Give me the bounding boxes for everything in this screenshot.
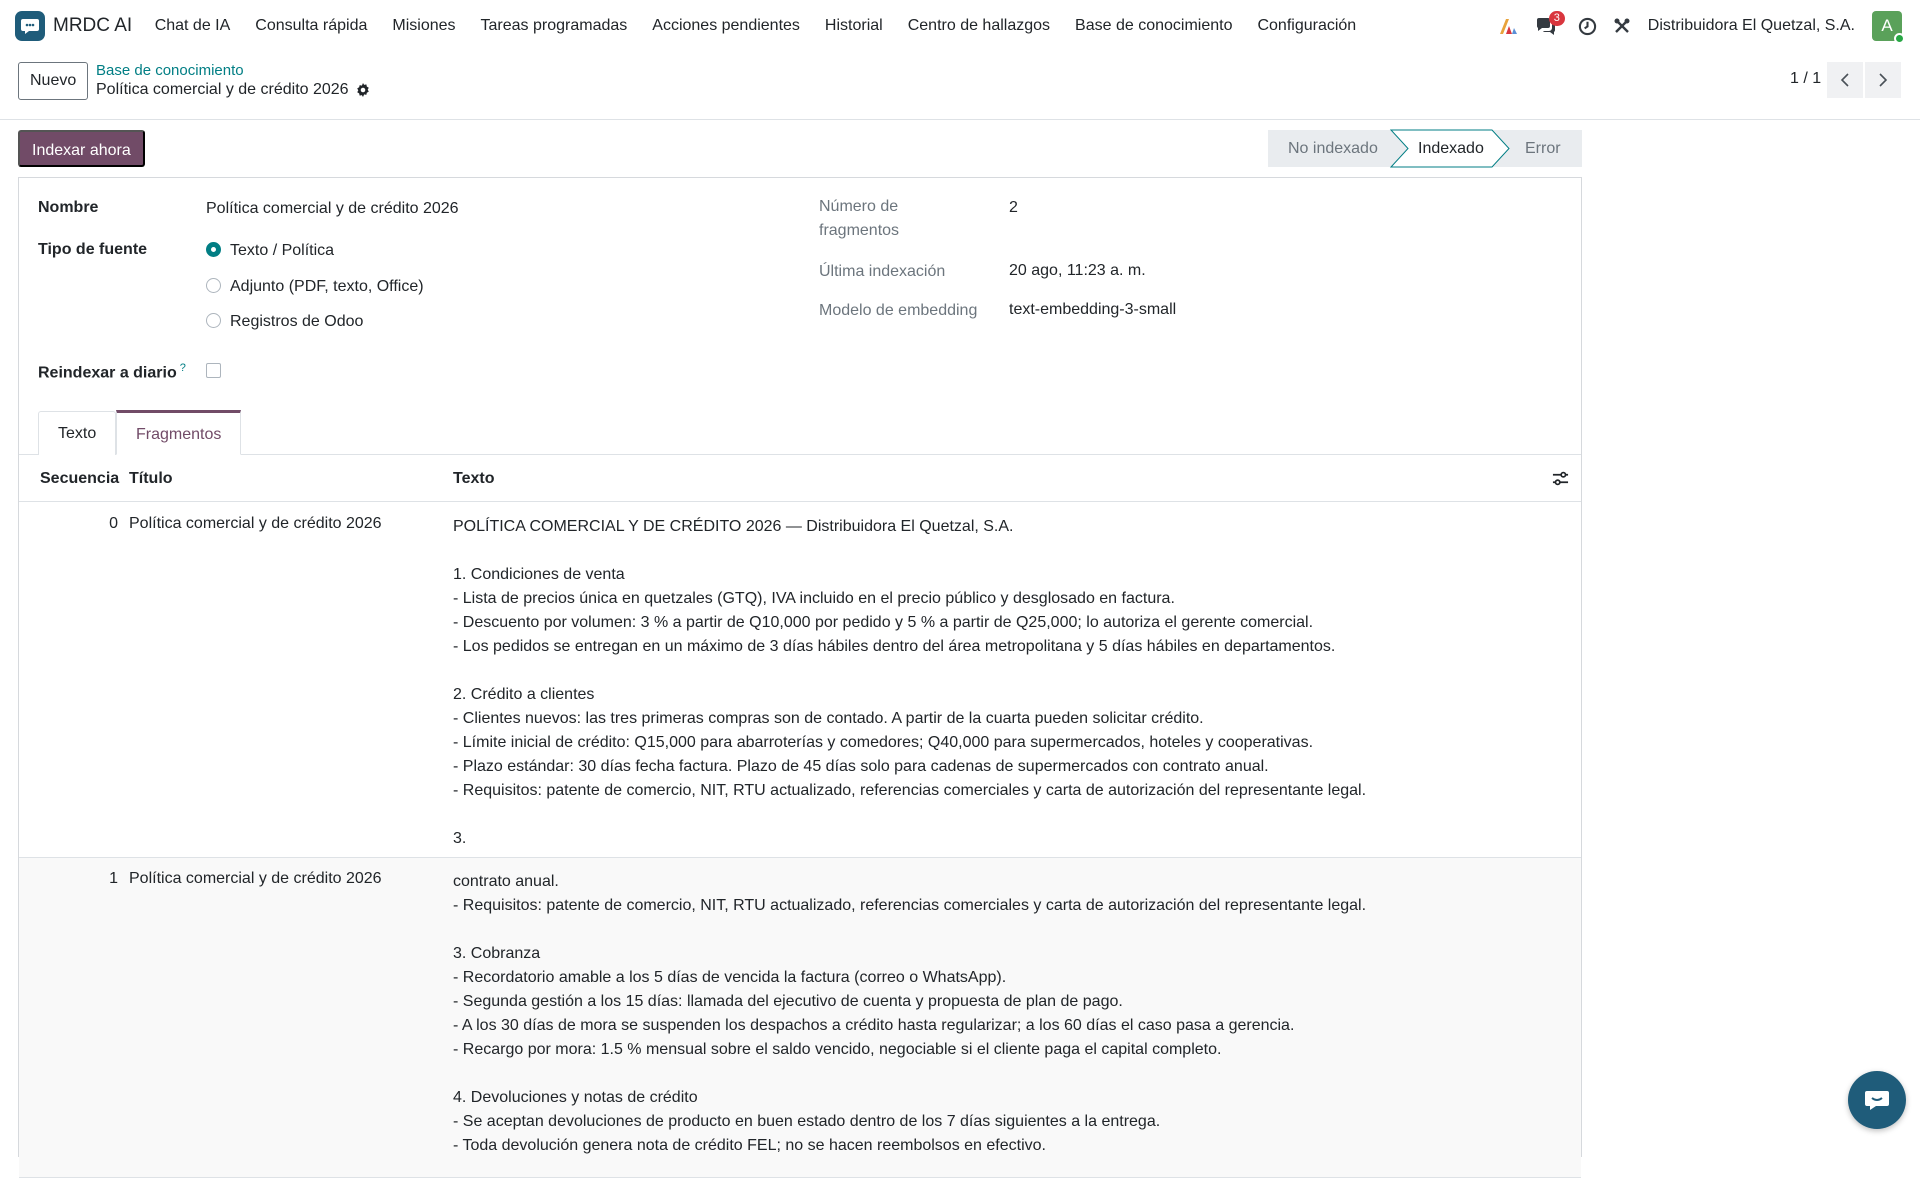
row-title: Política comercial y de crédito 2026 — [129, 515, 382, 532]
fragments-list-header — [19, 456, 1581, 502]
chevron-right-icon — [1878, 72, 1888, 88]
pager-previous-button[interactable] — [1827, 62, 1863, 98]
last-index-label: Última indexación — [819, 263, 946, 280]
form-sheet — [18, 177, 1582, 1157]
systray — [1497, 0, 1920, 52]
fragments-count-label-line1: Número de — [819, 198, 899, 215]
chat-bubbles-icon[interactable] — [1535, 0, 1560, 52]
radio-source-texto-label[interactable]: Texto / Política — [230, 242, 335, 259]
menu-item-misiones[interactable]: Misiones — [392, 17, 456, 34]
last-index-value: 20 ago, 11:23 a. m. — [1009, 262, 1146, 279]
table-row[interactable] — [19, 503, 1581, 858]
menu-item-consulta-rapida[interactable]: Consulta rápida — [255, 17, 368, 34]
radio-source-texto[interactable] — [206, 242, 221, 257]
radio-source-odoo-label[interactable]: Registros de Odoo — [230, 313, 364, 330]
menu-item-configuracion[interactable]: Configuración — [1257, 17, 1357, 34]
status-stage-error[interactable]: Error — [1525, 140, 1561, 157]
online-status-dot — [1894, 33, 1905, 44]
chat-bubble-icon — [1864, 1088, 1890, 1112]
gear-icon[interactable] — [356, 83, 370, 97]
pager-next-button[interactable] — [1865, 62, 1901, 98]
status-stage-indexado[interactable]: Indexado — [1418, 140, 1484, 157]
notebook-tabs — [19, 411, 1581, 455]
main-navbar — [0, 0, 1920, 52]
menu-item-chat-ia[interactable]: Chat de IA — [154, 17, 231, 34]
radio-source-adjunto-label[interactable]: Adjunto (PDF, texto, Office) — [230, 278, 424, 295]
control-panel — [0, 52, 1920, 120]
avatar-initial: A — [1881, 16, 1893, 35]
row-sequence: 0 — [109, 515, 118, 532]
fragments-count-label — [819, 195, 899, 243]
app-name[interactable]: MRDC AI — [53, 15, 133, 36]
index-now-button[interactable]: Indexar ahora — [18, 130, 145, 167]
row-text: POLÍTICA COMERCIAL Y DE CRÉDITO 2026 — Distribuidora El Quetzal, S.A. 1. Condiciones de venta - Lista de precios única en quetzales (GTQ), IVA incluido en el precio público y desglosado en factura. - Descuento por volumen: 3 % a partir de Q10,000 por pedido y 5 % a partir de Q25,000; lo autoriza el gerente comercial. - Los pedidos se entregan en un máximo de 3 días hábiles dentro del área metropolitana y 5 días hábiles en departamentos. 2. Crédito a clientes - Clientes nuevos: las tres primeras compras son de contado. A partir de la cuarta pueden solicitar crédito. - Límite inicial de crédito: Q15,000 para abarroterías y comedores; Q40,000 para supermercados, hoteles y cooperativas. - Plazo estándar: 30 días fecha factura. Plazo de 45 días solo para cadenas de supermercados con contrato anual. - Requisitos: patente de comercio, NIT, RTU actualizado, referencias comerciales y carta de autorización del representante legal. 3. — [453, 518, 1367, 847]
name-field[interactable]: Política comercial y de crédito 2026 — [206, 200, 459, 217]
record-title: Política comercial y de crédito 2026 — [96, 81, 349, 98]
status-stage-no-indexado[interactable]: No indexado — [1288, 140, 1378, 157]
menu-item-base-conocimiento[interactable]: Base de conocimiento — [1075, 17, 1233, 34]
reindex-daily-label — [38, 362, 186, 382]
status-bar — [1268, 130, 1582, 167]
app-logo-icon — [15, 11, 45, 41]
ai-chat-launcher-button[interactable] — [1848, 1071, 1906, 1129]
embedding-model-label: Modelo de embedding — [819, 302, 978, 319]
row-sequence: 1 — [109, 870, 118, 887]
fragments-count-value: 2 — [1009, 199, 1018, 216]
menu-item-tareas-programadas[interactable]: Tareas programadas — [480, 17, 628, 34]
menu-item-acciones-pendientes[interactable]: Acciones pendientes — [652, 17, 800, 34]
menu-item-historial[interactable]: Historial — [824, 17, 883, 34]
ai-sparkle-icon[interactable] — [1497, 0, 1519, 52]
messages-badge: 3 — [1549, 11, 1565, 26]
help-tooltip-icon[interactable]: ? — [179, 362, 186, 374]
new-button[interactable]: Nuevo — [18, 62, 88, 100]
page-title — [96, 81, 370, 99]
tab-texto[interactable]: Texto — [38, 411, 116, 455]
company-switcher[interactable]: Distribuidora El Quetzal, S.A. — [1647, 17, 1855, 34]
row-text: contrato anual. - Requisitos: patente de comercio, NIT, RTU actualizado, referencias comerciales y carta de autorización del representante legal. 3. Cobranza - Recordatorio amable a los 5 días de vencida la factura (correo o WhatsApp). - Segunda gestión a los 15 días: llamada del ejecutivo de cuenta y propuesta de plan de pago. - A los 30 días de mora se suspenden los despachos a crédito hasta regularizar; a los 60 días el caso pasa a gerencia. - Recargo por mora: 1.5 % mensual sobre el saldo vencido, negociable si el cliente paga el capital completo. 4. Devoluciones y notas de crédito - Se aceptan devoluciones de producto en buen estado dentro de los 7 días siguientes a la entrega. - Toda devolución genera nota de crédito FEL; no se hacen reembolsos en efectivo. — [453, 873, 1367, 1154]
source-type-label: Tipo de fuente — [38, 241, 148, 258]
menu-item-centro-hallazgos[interactable]: Centro de hallazgos — [907, 17, 1051, 34]
pager-value[interactable]: 1 / 1 — [1790, 70, 1822, 87]
column-header-sequence[interactable]: Secuencia — [40, 470, 120, 487]
reindex-daily-checkbox[interactable] — [206, 363, 221, 378]
column-header-title[interactable]: Título — [129, 470, 173, 487]
fragments-count-label-line2: fragmentos — [819, 222, 900, 239]
tab-fragmentos[interactable]: Fragmentos — [116, 410, 241, 455]
chevron-left-icon — [1840, 72, 1850, 88]
tools-icon[interactable] — [1611, 0, 1633, 52]
breadcrumb[interactable]: Base de conocimiento — [96, 62, 244, 79]
column-header-text[interactable]: Texto — [453, 470, 495, 487]
clock-icon[interactable] — [1577, 0, 1599, 52]
row-title: Política comercial y de crédito 2026 — [129, 870, 382, 887]
avatar[interactable] — [1872, 11, 1902, 41]
main-menu — [142, 0, 1369, 52]
embedding-model-value: text-embedding-3-small — [1009, 301, 1177, 318]
radio-source-adjunto[interactable] — [206, 278, 221, 293]
app-brand[interactable] — [15, 0, 132, 52]
reindex-daily-label-text: Reindexar a diario — [38, 364, 177, 382]
table-row[interactable] — [19, 858, 1581, 1178]
name-label: Nombre — [38, 199, 99, 216]
radio-source-odoo[interactable] — [206, 313, 221, 328]
optional-columns-toggle-icon[interactable] — [1552, 470, 1569, 492]
